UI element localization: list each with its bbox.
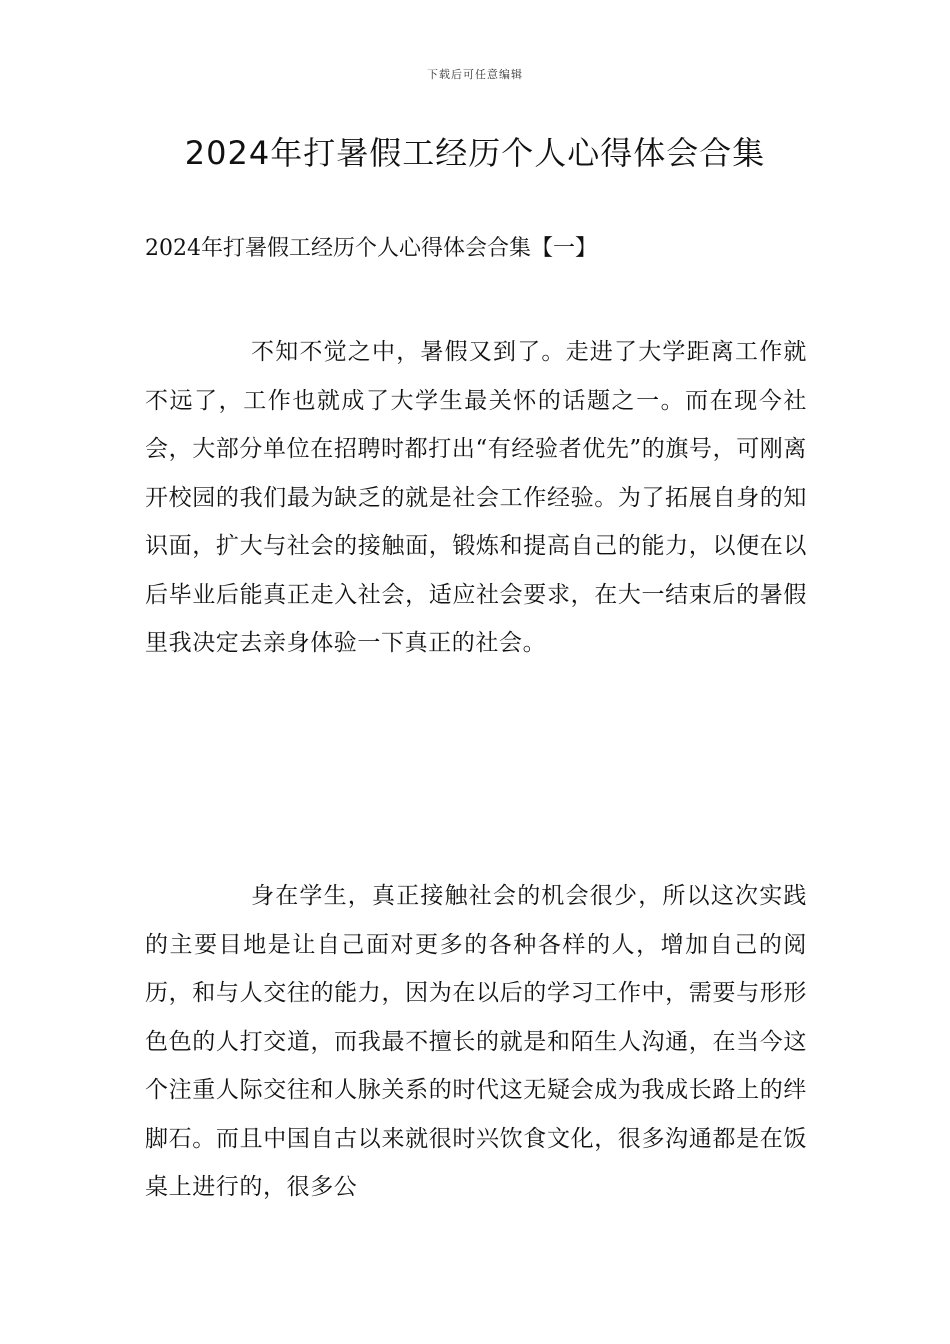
body-paragraph-2: 身在学生，真正接触社会的机会很少，所以这次实践的主要目地是让自己面对更多的各种各样的人，增加自己的阅历，和与人交往的能力，因为在以后的学习工作中，需要与形形色色的人打交道，而我最不擅长的就是和陌生人沟通，在当今这个注重人际交往和人脉关系的时代这无疑会成为我成长路上的绊脚石。而且中国自古以来就很时兴饮食文化，很多沟通都是在饭桌上进行的，很多公	[145, 883, 807, 1200]
section-heading: 2024年打暑假工经历个人心得体会合集【一】	[145, 236, 597, 261]
header-note: 下载后可任意编辑	[427, 68, 523, 81]
document-title: 2024年打暑假工经历个人心得体会合集	[184, 134, 766, 172]
body-paragraph-1: 不知不觉之中，暑假又到了。走进了大学距离工作就不远了，工作也就成了大学生最关怀的话题之一。而在现今社会，大部分单位在招聘时都打出“有经验者优先”的旗号，可刚离开校园的我们最为缺乏的就是社会工作经验。为了拓展自身的知识面，扩大与社会的接触面，锻炼和提高自己的能力，以便在以后毕业后能真正走入社会，适应社会要求，在大一结束后的暑假里我决定去亲身体验一下真正的社会。	[145, 339, 807, 656]
